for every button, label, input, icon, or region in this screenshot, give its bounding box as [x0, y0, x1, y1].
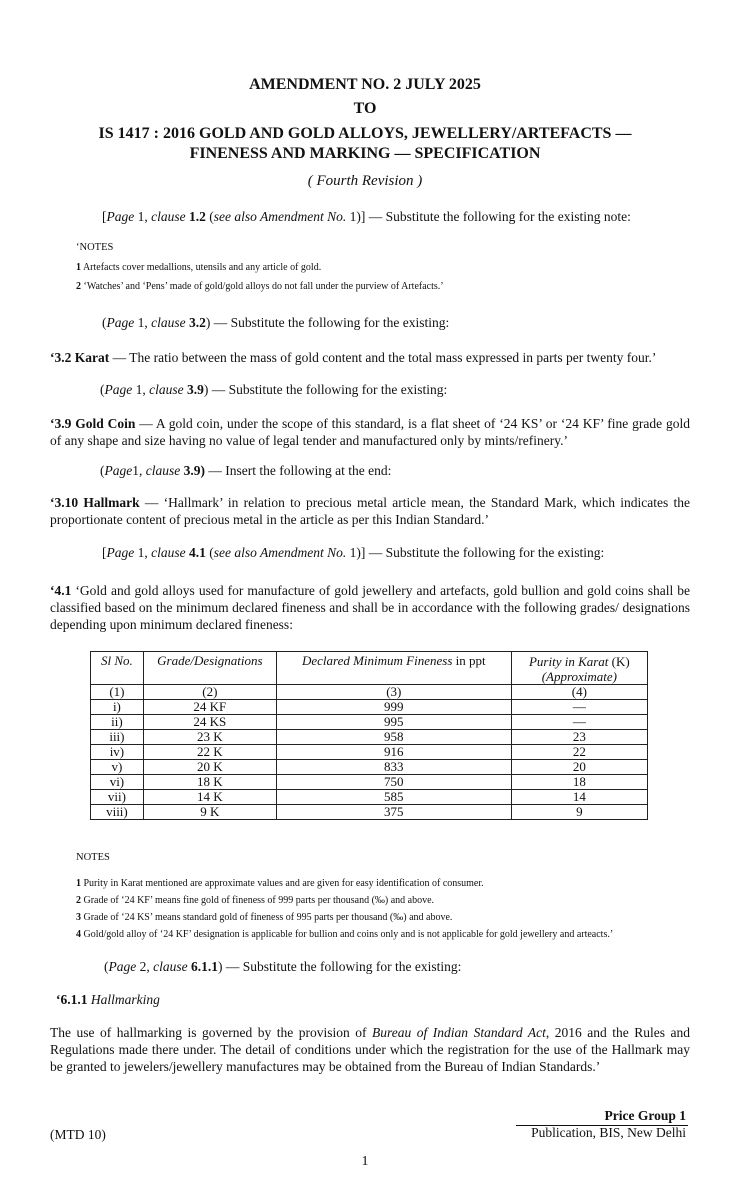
table-cell: 18 [511, 775, 647, 790]
note-item: 1 Purity in Karat mentioned are approximate values and are given for easy identification of consumer. [76, 878, 484, 889]
clause-3-2-karat: ‘3.2 Karat — The ratio between the mass of gold content and the total mass expressed in parts per twenty four.’ [50, 350, 657, 365]
table-cell: (1) [91, 685, 144, 700]
table-cell: 24 KS [143, 715, 276, 730]
instruction-clause-3-9: (Page 1, clause 3.9) — Substitute the following for the existing: [100, 382, 448, 397]
table-cell: 833 [276, 760, 511, 775]
table-cell: 958 [276, 730, 511, 745]
table-cell: (2) [143, 685, 276, 700]
table-row [91, 730, 648, 745]
table-cell: 585 [276, 790, 511, 805]
instruction-clause-4-1: [Page 1, clause 4.1 (see also Amendment No. 1)] — Substitute the following for the existing: [102, 545, 605, 560]
revision-line: ( Fourth Revision ) [307, 173, 423, 189]
table-numbering-row [91, 685, 648, 700]
page-number: 1 [361, 1154, 369, 1169]
instruction-clause-6-1-1: (Page 2, clause 6.1.1) — Substitute the following for the existing: [104, 959, 462, 974]
table-row [91, 715, 648, 730]
clause-3-10-hallmark: ‘3.10 Hallmark — ‘Hallmark’ in relation to precious metal article mean, the Standard Mark, which indicates the proportionate content of precious metal in the article as per this Indian Standard.’ [50, 495, 690, 527]
to-line: TO [353, 100, 377, 117]
notes-heading: NOTES [76, 852, 110, 863]
table-cell: 23 [511, 730, 647, 745]
table-cell: 24 KF [143, 700, 276, 715]
table-cell: 22 [511, 745, 647, 760]
table-cell: 23 K [143, 730, 276, 745]
table-cell: (4) [511, 685, 647, 700]
standard-title-line2: FINENESS AND MARKING — SPECIFICATION [189, 145, 541, 162]
table-cell: ii) [91, 715, 144, 730]
price-group: Price Group 1 [604, 1108, 686, 1123]
table-cell: — [511, 715, 647, 730]
table-header-row [91, 652, 648, 685]
table-cell: iii) [91, 730, 144, 745]
hallmarking-paragraph: The use of hallmarking is governed by the provision of Bureau of Indian Standard Act, 2016 and the Rules and Regulations made there under. The detail of conditions under which the registration for the use of the Hallmark may be granted to jewelers/jewellery manufactures may be obtained from the Bureau of Indian Standards.’ [50, 1025, 690, 1074]
grades-table [90, 651, 648, 820]
col-header-fineness: Declared Minimum Fineness in ppt [276, 652, 511, 685]
table-row [91, 760, 648, 775]
instruction-clause-1-2: [Page 1, clause 1.2 (see also Amendment No. 1)] — Substitute the following for the existing note: [102, 209, 631, 224]
table-cell: 995 [276, 715, 511, 730]
table-cell: 18 K [143, 775, 276, 790]
table-cell: v) [91, 760, 144, 775]
publisher: Publication, BIS, New Delhi [531, 1125, 686, 1140]
table-cell: vii) [91, 790, 144, 805]
table-row [91, 805, 648, 820]
table-cell: 999 [276, 700, 511, 715]
table-cell: 22 K [143, 745, 276, 760]
committee-code: (MTD 10) [50, 1127, 106, 1142]
table-cell: 20 K [143, 760, 276, 775]
table-cell: 14 [511, 790, 647, 805]
table-cell: 916 [276, 745, 511, 760]
table-cell: viii) [91, 805, 144, 820]
note-item: 3 Grade of ‘24 KS’ means standard gold of fineness of 995 parts per thousand (‰) and above. [76, 912, 453, 923]
table-cell: 750 [276, 775, 511, 790]
table-row [91, 745, 648, 760]
clause-6-1-1-heading: ‘6.1.1 Hallmarking [56, 992, 160, 1007]
table-cell: i) [91, 700, 144, 715]
note-item: 2 ‘Watches’ and ‘Pens’ made of gold/gold alloys do not fall under the purview of Artefacts.’ [76, 281, 444, 292]
clause-3-9-gold-coin: ‘3.9 Gold Coin — A gold coin, under the scope of this standard, is a flat sheet of ‘24 KS’ or ‘24 KF’ fine grade gold of any shape and size having no value of legal tender and manufactured only by mints/refinery.’ [50, 416, 690, 448]
table-row [91, 700, 648, 715]
table-cell: vi) [91, 775, 144, 790]
table-cell: 375 [276, 805, 511, 820]
table-cell: (3) [276, 685, 511, 700]
notes-heading: ‘NOTES [76, 242, 114, 253]
table-cell: 9 K [143, 805, 276, 820]
table-row [91, 775, 648, 790]
table-row [91, 790, 648, 805]
note-item: 2 Grade of ‘24 KF’ means fine gold of fineness of 999 parts per thousand (‰) and above. [76, 895, 435, 906]
instruction-clause-3-2: (Page 1, clause 3.2) — Substitute the following for the existing: [102, 315, 450, 330]
table-cell: 14 K [143, 790, 276, 805]
amendment-title: AMENDMENT NO. 2 JULY 2025 [249, 76, 481, 93]
instruction-clause-3-9-insert: (Page1, clause 3.9) — Insert the following at the end: [100, 463, 392, 478]
standard-title-line1: IS 1417 : 2016 GOLD AND GOLD ALLOYS, JEWELLERY/ARTEFACTS — [98, 125, 632, 142]
col-header-sl-no: Sl No. [91, 652, 144, 685]
col-header-grade: Grade/Designations [143, 652, 276, 685]
note-item: 1 Artefacts cover medallions, utensils and any article of gold. [76, 262, 322, 273]
clause-4-1-classification: ‘4.1 ‘Gold and gold alloys used for manufacture of gold jewellery and artefacts, gold bullion and gold coins shall be classified based on the minimum declared fineness and shall be in accordance with the following grades/ designations depending upon minimum declared fineness: [50, 583, 690, 632]
col-header-purity: Purity in Karat (K) (Approximate) [511, 652, 647, 685]
table-cell: iv) [91, 745, 144, 760]
table-cell: — [511, 700, 647, 715]
table-cell: 20 [511, 760, 647, 775]
note-item: 4 Gold/gold alloy of ‘24 KF’ designation is applicable for bullion and coins only and is not applicable for gold jewellery and arteacts.’ [76, 929, 614, 940]
table-cell: 9 [511, 805, 647, 820]
